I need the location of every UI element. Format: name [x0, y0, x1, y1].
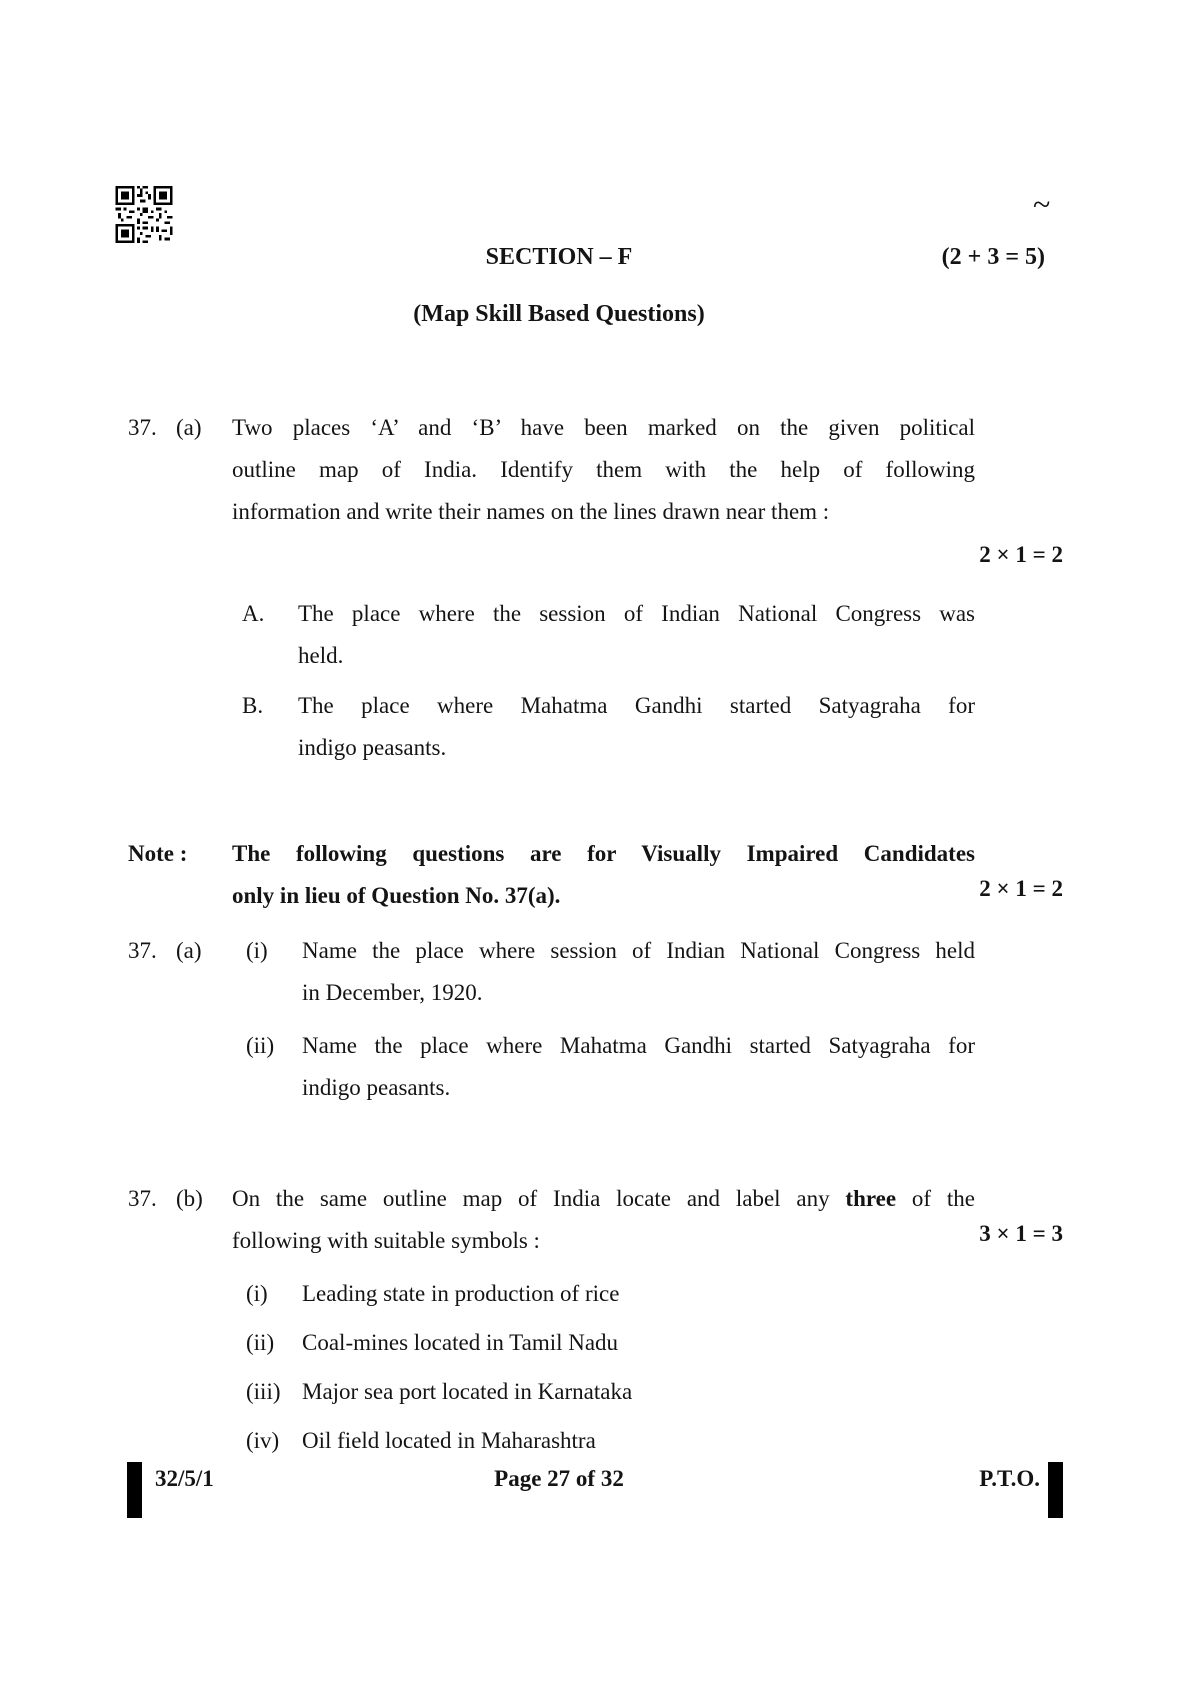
q37b-item-2	[246, 1322, 1063, 1364]
section-heading: SECTION – F	[485, 244, 633, 270]
option-b	[242, 685, 1063, 769]
marks-37b: 3 × 1 = 3	[979, 1221, 1063, 1246]
vi-note	[128, 833, 1063, 917]
question-text	[232, 1178, 975, 1262]
question-text-line: following with suitable symbols :	[232, 1228, 540, 1253]
marks-note: 2 × 1 = 2	[979, 876, 1063, 901]
question-text-segment: of the	[896, 1186, 975, 1211]
question-part-label: (a)	[176, 938, 202, 963]
section-subtitle: (Map Skill Based Questions)	[413, 301, 705, 327]
question-text-line	[232, 1178, 975, 1220]
question-37b	[128, 1178, 1063, 1262]
question-text-bold-word: three	[845, 1186, 897, 1211]
stray-tilde-mark: ~	[1033, 186, 1051, 222]
footer-page-number: Page 27 of 32	[494, 1466, 624, 1491]
section-marks: (2 + 3 = 5)	[941, 244, 1045, 270]
option-text	[298, 593, 975, 677]
question-text-segment: On the same outline map of India locate and label any	[232, 1186, 846, 1211]
item-label: (i)	[246, 1281, 268, 1306]
item-text	[302, 1025, 975, 1109]
question-number: 37.	[128, 415, 157, 440]
question-37a	[128, 407, 1063, 533]
option-a	[242, 593, 1063, 677]
item-label: (iii)	[246, 1379, 281, 1404]
option-text	[298, 685, 975, 769]
option-text-line: held.	[298, 643, 344, 668]
footer-paper-code: 32/5/1	[155, 1466, 214, 1491]
option-label: B.	[242, 693, 264, 718]
note-text-line: The following questions are for Visually Impaired Candidates	[232, 841, 975, 866]
item-label: (ii)	[246, 1033, 275, 1058]
question-part-label: (b)	[176, 1186, 203, 1211]
note-text-line: only in lieu of Question No. 37(a).	[232, 883, 561, 908]
item-label: (ii)	[246, 1330, 275, 1355]
item-text: Coal-mines located in Tamil Nadu	[302, 1330, 619, 1355]
footer-right-bar	[1048, 1462, 1063, 1518]
note-text	[232, 833, 975, 917]
item-text: Leading state in production of rice	[302, 1281, 620, 1306]
qr-code-icon	[114, 186, 174, 249]
option-text-line: The place where the session of Indian National Congress was	[298, 601, 975, 626]
item-text: Major sea port located in Karnataka	[302, 1379, 633, 1404]
item-text-line: in December, 1920.	[302, 980, 483, 1005]
item-text-line: Name the place where Mahatma Gandhi started Satyagraha for	[302, 1033, 975, 1058]
q37b-item-3	[246, 1371, 1063, 1413]
option-text-line: indigo peasants.	[298, 735, 447, 760]
item-text-line: indigo peasants.	[302, 1075, 451, 1100]
option-text-line: The place where Mahatma Gandhi started Satyagraha for	[298, 693, 975, 718]
option-label: A.	[242, 601, 265, 626]
question-37a-vi-item2	[246, 1025, 1063, 1109]
marks-37a: 2 × 1 = 2	[979, 542, 1063, 567]
question-text-line: Two places ‘A’ and ‘B’ have been marked on the given political	[232, 415, 975, 440]
question-part-label: (a)	[176, 415, 202, 440]
question-text-line: information and write their names on the lines drawn near them :	[232, 499, 830, 524]
q37b-item-4	[246, 1420, 1063, 1462]
item-label: (i)	[246, 938, 268, 963]
item-text	[302, 930, 975, 1014]
question-text-line: outline map of India. Identify them with the help of following	[232, 457, 975, 482]
item-text: Oil field located in Maharashtra	[302, 1428, 596, 1453]
footer-pto: P.T.O.	[979, 1466, 1040, 1491]
item-text-line: Name the place where session of Indian National Congress held	[302, 938, 975, 963]
question-37a-vi-item1	[128, 930, 1063, 1014]
question-number: 37.	[128, 938, 157, 963]
q37b-item-1	[246, 1273, 1063, 1315]
question-number: 37.	[128, 1186, 157, 1211]
note-label: Note :	[128, 841, 188, 866]
question-text	[232, 407, 975, 533]
item-label: (iv)	[246, 1428, 280, 1453]
